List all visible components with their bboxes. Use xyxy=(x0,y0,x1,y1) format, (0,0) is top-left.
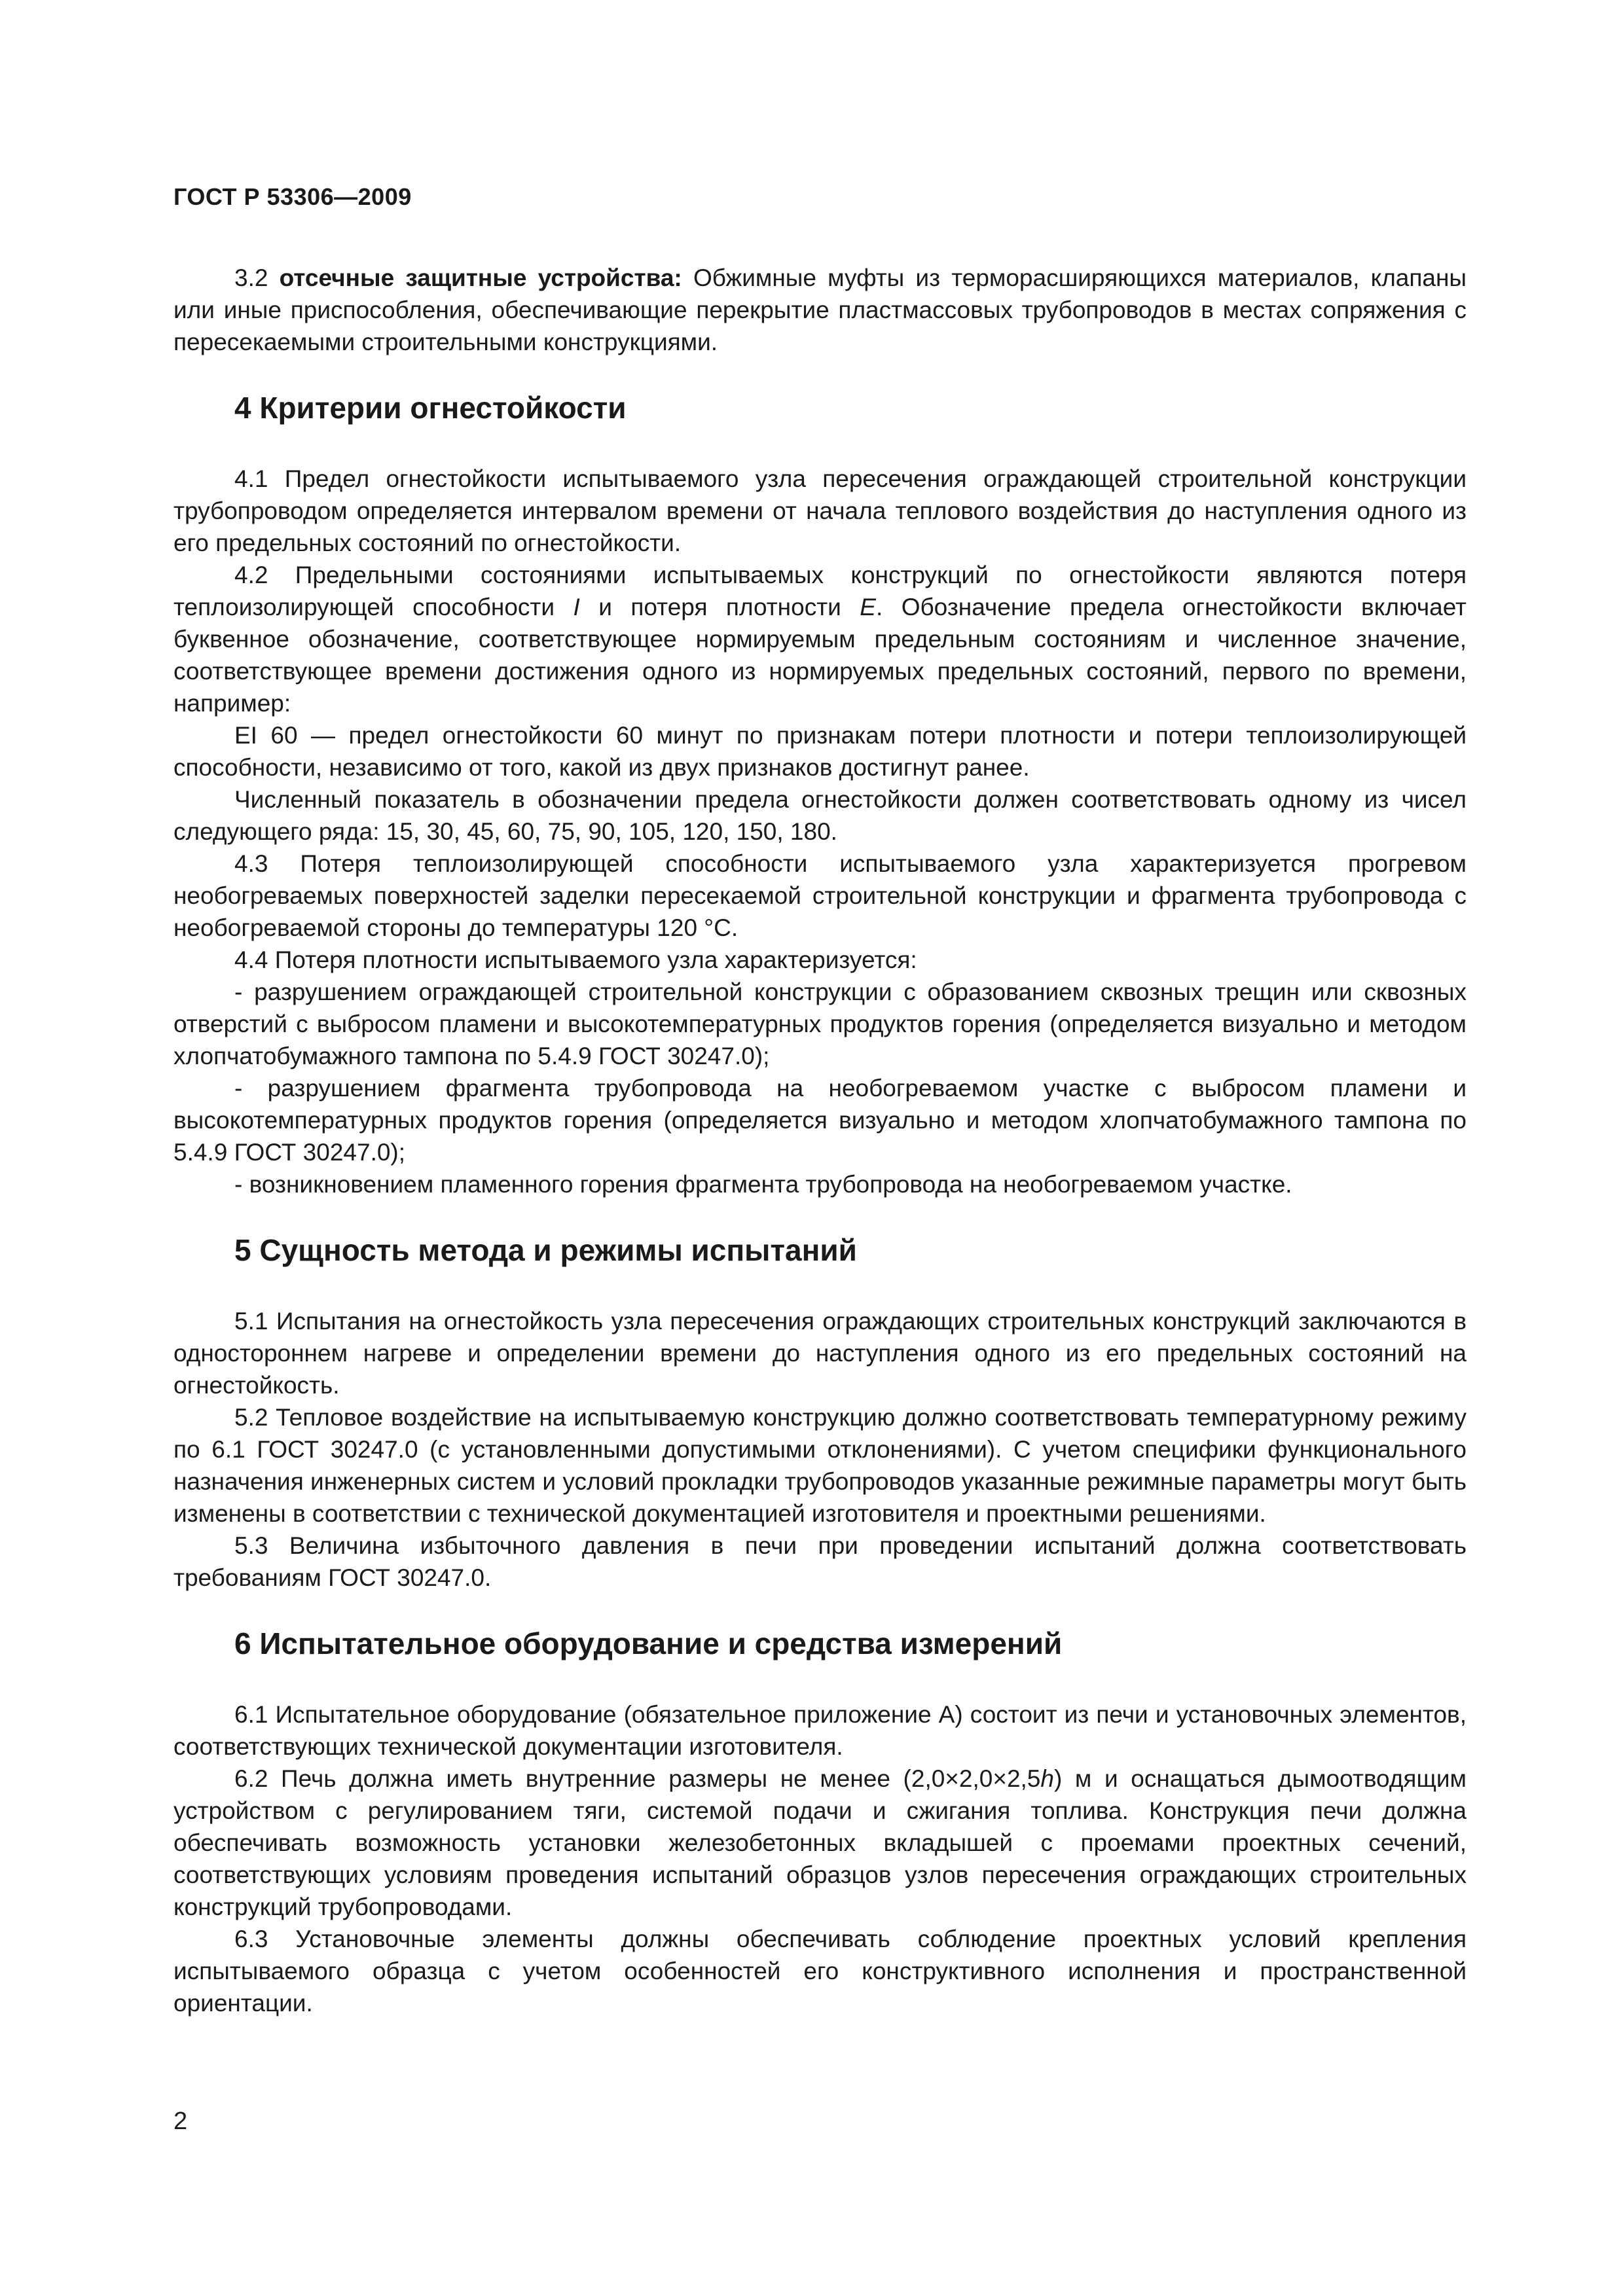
standard-header: ГОСТ Р 53306—2009 xyxy=(173,183,412,210)
paragraph-4-3: 4.3 Потеря теплоизолирующей способности испытываемого узла характеризуется прогревом необогреваемых поверхностей заделки пересекаемой строительной конструкции и фрагмента трубопровода с необогреваемой стороны до температуры 120 °С. xyxy=(173,850,1467,941)
list-item: - возникновением пламенного горения фрагмента трубопровода на необогреваемом участке. xyxy=(234,1171,1292,1198)
paragraph-4-2: 4.2 Предельными состояниями испытываемых конструкций по огнестойкости являются потеря теплоизолирующей способности I и потеря плотности E. Обозначение предела огнестойкости включает буквенное обозначение, соответствующее нормируемым предельным состояниям и численное значение, соответствующее времени достижения одного из нормируемых предельных состояний, первого по времени, например: xyxy=(173,562,1467,717)
paragraph-5-3: 5.3 Величина избыточного давления в печи при проведении испытаний должна соответствовать требованиям ГОСТ 30247.0. xyxy=(173,1532,1467,1591)
paragraph-6-1: 6.1 Испытательное оборудование (обязательное приложение А) состоит из печи и установочных элементов, соответствующих технической документации изготовителя. xyxy=(173,1701,1467,1760)
paragraph-5-2: 5.2 Тепловое воздействие на испытываемую конструкцию должно соответствовать температурному режиму по 6.1 ГОСТ 30247.0 (с установленными допустимыми отклонениями). С учетом специфики функционального назначения инженерных систем и условий прокладки трубопроводов указанные режимные параметры могут быть изменены в соответствии с технической документацией изготовителя и проектными решениями. xyxy=(173,1404,1467,1527)
paragraph-4-4: 4.4 Потеря плотности испытываемого узла характеризуется: xyxy=(234,946,917,973)
definition-3-2: 3.2 отсечные защитные устройства: Обжимные муфты из терморасширяющихся материалов, клапаны или иные приспособления, обеспечивающие перекрытие пластмассовых трубопроводов в местах сопряжения с пересекаемыми строительными конструкциями. xyxy=(173,264,1467,355)
section-6-heading: 6 Испытательное оборудование и средства измерений xyxy=(234,1626,1063,1660)
section-5-heading: 5 Сущность метода и режимы испытаний xyxy=(234,1233,857,1267)
paragraph-5-1: 5.1 Испытания на огнестойкость узла пересечения ограждающих строительных конструкций заключаются в одностороннем нагреве и определении времени до наступления одного из его предельных состояний на огнестойкость. xyxy=(173,1308,1467,1399)
paragraph-numeric-series: Численный показатель в обозначении предела огнестойкости должен соответствовать одному из чисел следующего ряда: 15, 30, 45, 60, 75, 90, 105, 120, 150, 180. xyxy=(173,786,1467,845)
page-number: 2 xyxy=(173,2108,188,2135)
paragraph-6-3: 6.3 Установочные элементы должны обеспечивать соблюдение проектных условий крепления испытываемого образца с учетом особенностей его конструктивного исполнения и пространственной ориентации. xyxy=(173,1926,1467,2017)
paragraph-4-1: 4.1 Предел огнестойкости испытываемого узла пересечения ограждающей строительной конструкции трубопроводом определяется интервалом времени от начала теплового воздействия до наступления одного из его предельных состояний по огнестойкости. xyxy=(173,465,1467,556)
document-body xyxy=(173,262,1467,2019)
list-item: - разрушением ограждающей строительной конструкции с образованием сквозных трещин или сквозных отверстий с выбросом пламени и высокотемпературных продуктов горения (определяется визуально и методом хлопчатобумажного тампона по 5.4.9 ГОСТ 30247.0); xyxy=(173,978,1467,1069)
paragraph-6-2: 6.2 Печь должна иметь внутренние размеры не менее (2,0×2,0×2,5h) м и оснащаться дымоотводящим устройством с регулированием тяги, системой подачи и сжигания топлива. Конструкция печи должна обеспечивать возможность установки железобетонных вкладышей с проемами проектных сечений, соответствующих условиям проведения испытаний образцов узлов пересечения ограждающих строительных конструкций трубопроводами. xyxy=(173,1765,1467,1920)
section-4-heading: 4 Критерии огнестойкости xyxy=(234,391,627,425)
list-item: - разрушением фрагмента трубопровода на необогреваемом участке с выбросом пламени и высокотемпературных продуктов горения (определяется визуально и методом хлопчатобумажного тампона по 5.4.9 ГОСТ 30247.0); xyxy=(173,1075,1467,1166)
definition-term: отсечные защитные устройства: xyxy=(279,264,682,291)
paragraph-ei60-example: EI 60 — предел огнестойкости 60 минут по признакам потери плотности и потери теплоизолирующей способности, независимо от того, какой из двух признаков достигнут ранее. xyxy=(173,722,1467,781)
